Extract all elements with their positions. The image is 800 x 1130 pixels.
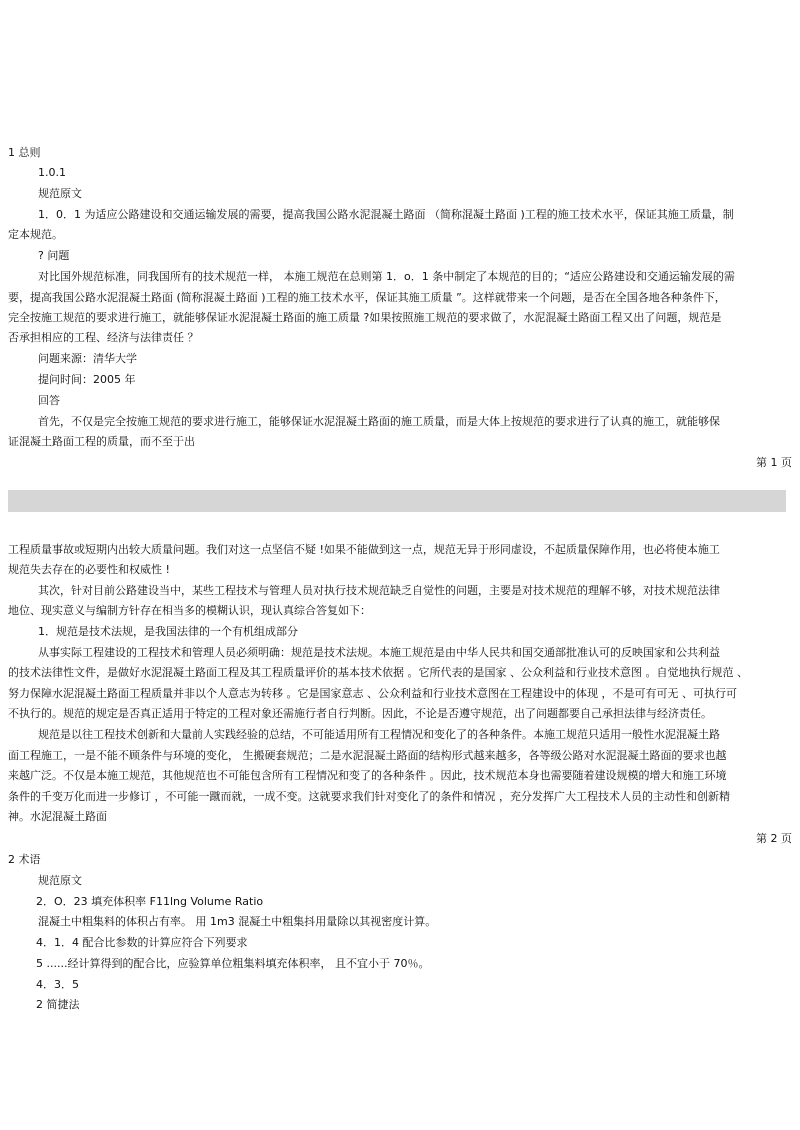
paragraph-line: 证混凝土路面工程的质量，而不至于出 bbox=[8, 435, 195, 448]
paragraph-line: 从事实际工程建设的工程技术和管理人员必须明确：规范是技术法规。本施工规范是由中华人民共和国交通部批准认可的反映国家和公共利益 bbox=[38, 646, 720, 659]
paragraph-line: 不执行的。规范的规定是否真正适用于特定的工程对象还需施行者自行判断。因此，不论是否遵守规范，出了问题都要自己承担法律与经济责任。 bbox=[8, 707, 712, 720]
list-heading: 1．规范是技术法规，是我国法律的一个有机组成部分 bbox=[38, 625, 298, 638]
norm-label: 规范原文 bbox=[38, 874, 82, 887]
paragraph-line: 否承担相应的工程、经济与法律责任 ？ bbox=[8, 331, 199, 344]
paragraph-line: 2．O．23 填充体积率 F11lng Volume Ratio bbox=[36, 895, 264, 908]
section-heading: 1 总则 bbox=[8, 146, 41, 159]
paragraph-line: 4．3．5 bbox=[36, 978, 79, 991]
paragraph-line: 其次，针对目前公路建设当中，某些工程技术与管理人员对执行技术规范缺乏自觉性的问题，主要是对技术规范的理解不够，对技术规范法律 bbox=[38, 584, 720, 597]
paragraph-line: 2 简捷法 bbox=[36, 998, 80, 1011]
page-number: 第 2 页 bbox=[756, 832, 792, 845]
clause-number: 1.0.1 bbox=[38, 166, 66, 179]
paragraph-line: 来越广泛。不仅是本施工规范，其他规范也不可能包含所有工程情况和变了的各种条件 。因此，技术规范本身也需要随着建设规模的增大和施工环境 bbox=[8, 769, 727, 782]
page-number: 第 1 页 bbox=[756, 456, 792, 469]
section-heading: 2 术语 bbox=[8, 853, 41, 866]
paragraph-line: 工程质量事故或短期内出较大质量问题。我们对这一点坚信不疑 !如果不能做到这一点，规范无异于形同虚设，不起质量保障作用，也必将使本施工 bbox=[8, 543, 720, 556]
question-label: ? 问题 bbox=[38, 249, 70, 262]
paragraph-line: 规范是以往工程技术创新和大量前人实践经验的总结，不可能适用所有工程情况和变化了的各种条件。本施工规范只适用一般性水泥混凝土路 bbox=[38, 728, 720, 741]
paragraph-line: 要，提高我国公路水泥混凝土路面 (简称混凝土路面 )工程的施工技术水平，保证其施工质量 ”。这样就带来一个问题，是否在全国各地各种条件下， bbox=[8, 291, 726, 304]
question-time: 提问时间：2005 年 bbox=[38, 373, 136, 386]
paragraph-line: 4．1．4 配合比参数的计算应符合下列要求 bbox=[36, 936, 248, 949]
answer-label: 回答 bbox=[38, 394, 60, 407]
question-source: 问题来源：清华大学 bbox=[38, 352, 137, 365]
paragraph-line: 混凝土中粗集料的体积占有率。 用 1m3 混凝土中粗集抖用量除以其视密度计算。 bbox=[38, 915, 437, 928]
paragraph-line: 努力保障水泥混凝土路面工程质量并非以个人意志为转移 。它是国家意志 、公众利益和行业技术意图在工程建设中的体现 ，不是可有可无 、可执行可 bbox=[8, 687, 737, 700]
paragraph-line: 的技术法律性文件，是做好水泥混凝土路面工程及其工程质量评价的基本技术依据 。它所代表的是国家 、公众利益和行业技术意图 。自觉地执行规范 、 bbox=[8, 666, 748, 679]
paragraph-line: 面工程施工，一是不能不顾条件与环境的变化， 生搬硬套规范；二是水泥混凝土路面的结构形式越来越多，各等级公路对水泥混凝土路面的要求也越 bbox=[8, 749, 727, 762]
paragraph-line: 地位、现实意义与编制方针存在相当多的模糊认识，现认真综合答复如下： bbox=[8, 604, 371, 617]
paragraph-line: 5 ......经计算得到的配合比，应验算单位粗集料填充体积率， 且不宜小于 70％。 bbox=[36, 957, 430, 970]
paragraph-line: 神。水泥混凝土路面 bbox=[8, 810, 107, 823]
paragraph-line: 首先，不仅是完全按施工规范的要求进行施工，能够保证水泥混凝土路面的施工质量，而是大体上按规范的要求进行了认真的施工，就能够保 bbox=[38, 415, 720, 428]
page-separator bbox=[8, 490, 786, 512]
paragraph-line: 1．0．1 为适应公路建设和交通运输发展的需要，提高我国公路水泥混凝土路面 （简称混凝土路面 )工程的施工技术水平，保证其施工质量，制 bbox=[38, 208, 734, 221]
norm-label: 规范原文 bbox=[38, 187, 82, 200]
paragraph-line: 条件的千变万化而进一步修订 ，不可能一蹴而就，一成不变。这就要求我们针对变化了的条件和情况 ，充分发挥广大工程技术人员的主动性和创新精 bbox=[8, 790, 730, 803]
paragraph-line: 完全按施工规范的要求进行施工，就能够保证水泥混凝土路面的施工质量 ?如果按照施工规范的要求做了，水泥混凝土路面工程又出了问题，规范是 bbox=[8, 311, 722, 324]
paragraph-line: 规范失去存在的必要性和权威性 ! bbox=[8, 563, 170, 576]
paragraph-line: 对比国外规范标准，同我国所有的技术规范一样， 本施工规范在总则第 1．o．1 条中制定了本规范的目的；“适应公路建设和交通运输发展的需 bbox=[38, 270, 735, 283]
paragraph-line: 定本规范。 bbox=[8, 228, 63, 241]
